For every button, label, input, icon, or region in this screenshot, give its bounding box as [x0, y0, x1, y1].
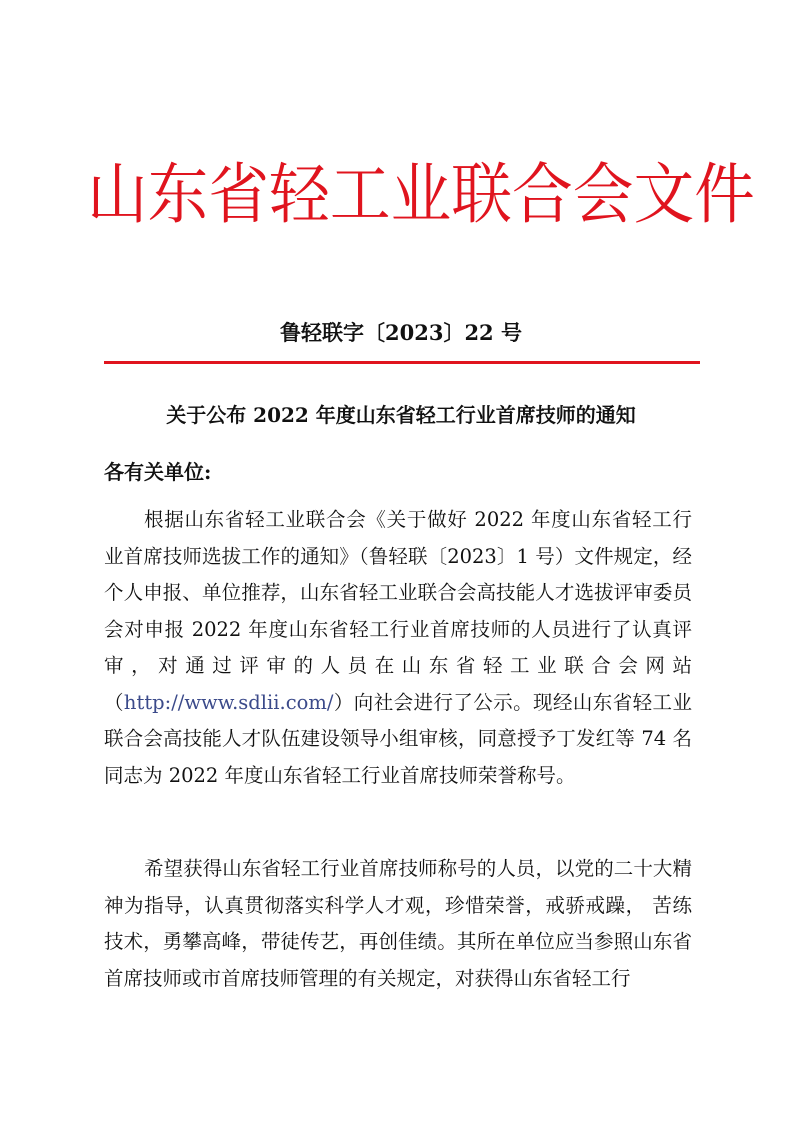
paragraph-1-text-start: 根据山东省轻工业联合会《关于做好 2022 年度山东省轻工行业首席技师选拔工作的通知》（鲁轻联〔2023〕1 号）文件规定，经个人申报、单位推荐，山东省轻工业联合会高技能人才选拔评审委员会对申报 2022 年度山东省轻工行业首席技师的人员进行了认真评审，对通过评审的人员在山东省轻工业联合会网站（ — [104, 508, 692, 714]
body-paragraph-2: 希望获得山东省轻工行业首席技师称号的人员，以党的二十大精神为指导，认真贯彻落实科学人才观，珍惜荣誉，戒骄戒躁， 苦练技术，勇攀高峰，带徒传艺，再创佳绩。其所在单位应当参照山东省首席技师或市首席技师管理的有关规定，对获得山东省轻工行 — [104, 857, 692, 990]
notice-title: 关于公布 2022 年度山东省轻工行业首席技师的通知 — [166, 403, 636, 427]
website-link[interactable]: http://www.sdlii.com/ — [123, 690, 334, 714]
salutation: 各有关单位: — [104, 460, 212, 484]
masthead-title: 山东省轻工业联合会文件 — [86, 156, 755, 233]
document-number: 鲁轻联字〔2023〕22 号 — [280, 320, 522, 345]
paragraph-1-text-end: ）向社会进行了公示。现经山东省轻工业联合会高技能人才队伍建设领导小组审核，同意授予丁发红等 74 名同志为 2022 年度山东省轻工行业首席技师荣誉称号。 — [104, 690, 692, 787]
body-paragraph-1 — [104, 502, 692, 794]
red-divider-line — [104, 361, 700, 364]
